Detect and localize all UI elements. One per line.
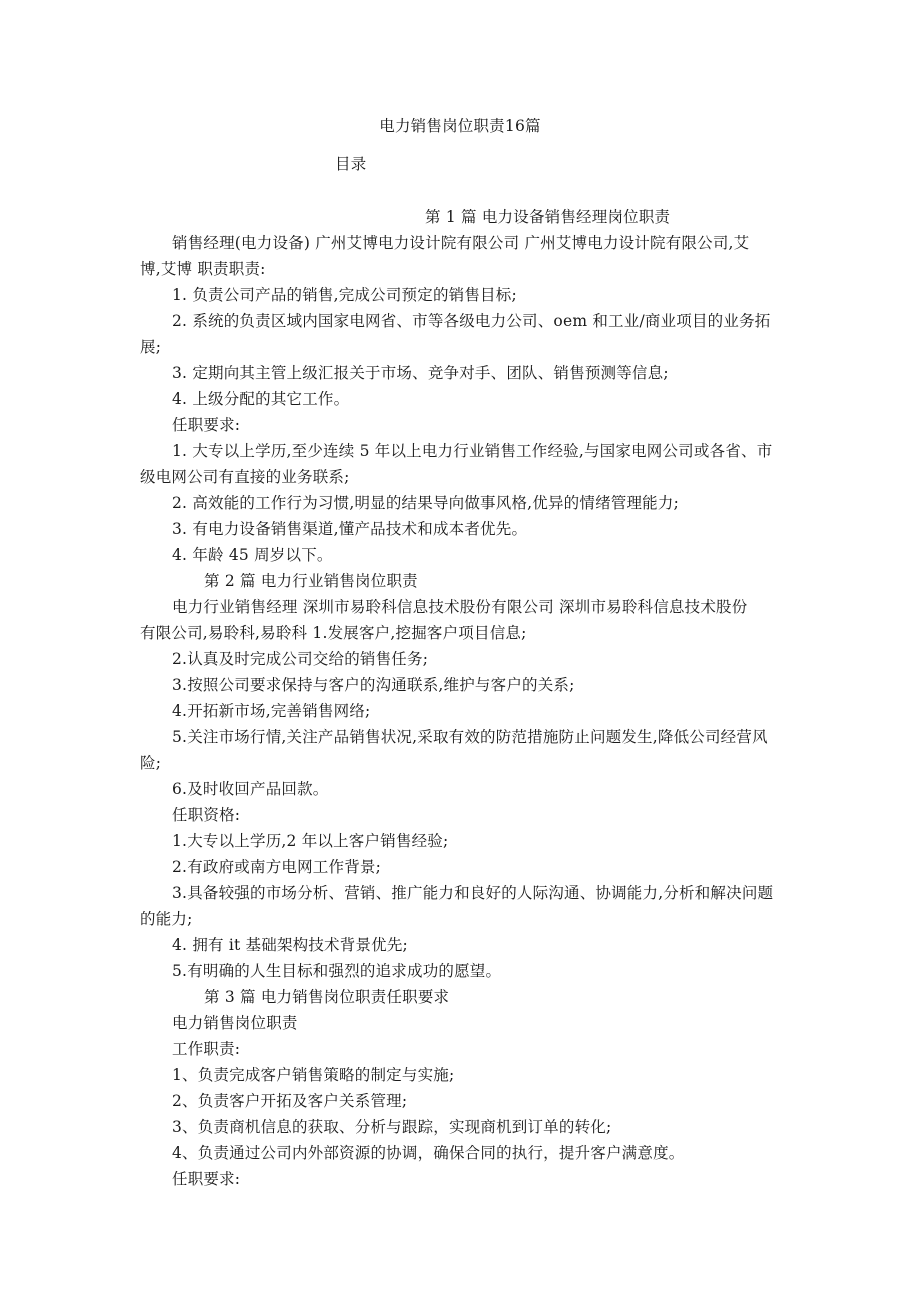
section-1-heading: 第 1 篇 电力设备销售经理岗位职责 bbox=[425, 208, 671, 226]
section-subtitle: 电力销售岗位职责 bbox=[172, 1014, 298, 1032]
list-item: 2. 系统的负责区域内国家电网省、市等各级电力公司、oem 和工业/商业项目的业务拓 bbox=[172, 312, 771, 330]
list-item: 3.按照公司要求保持与客户的沟通联系,维护与客户的关系; bbox=[172, 676, 575, 694]
list-item: 2、负责客户开拓及客户关系管理; bbox=[172, 1092, 408, 1110]
list-item: 6.及时收回产品回款。 bbox=[172, 780, 329, 798]
section-2-heading: 第 2 篇 电力行业销售岗位职责 bbox=[204, 572, 418, 590]
duties-label: 工作职责: bbox=[172, 1040, 241, 1058]
list-item: 的能力; bbox=[140, 910, 193, 928]
list-item: 展; bbox=[140, 338, 162, 356]
list-item: 2. 高效能的工作行为习惯,明显的结果导向做事风格,优异的情绪管理能力; bbox=[172, 494, 679, 512]
paragraph-line: 电力行业销售经理 深圳市易聆科信息技术股份有限公司 深圳市易聆科信息技术股份 bbox=[172, 598, 748, 616]
list-item: 1、负责完成客户销售策略的制定与实施; bbox=[172, 1066, 455, 1084]
paragraph-line: 有限公司,易聆科,易聆科 1.发展客户,挖掘客户项目信息; bbox=[140, 624, 527, 642]
list-item: 5.有明确的人生目标和强烈的追求成功的愿望。 bbox=[172, 962, 502, 980]
list-item: 5.关注市场行情,关注产品销售状况,采取有效的防范措施防止问题发生,降低公司经营风 bbox=[172, 728, 768, 746]
requirements-label: 任职要求: bbox=[172, 416, 241, 434]
list-item: 4、负责通过公司内外部资源的协调，确保合同的执行，提升客户满意度。 bbox=[172, 1144, 685, 1162]
list-item: 2.认真及时完成公司交给的销售任务; bbox=[172, 650, 429, 668]
list-item: 3. 定期向其主管上级汇报关于市场、竞争对手、团队、销售预测等信息; bbox=[172, 364, 669, 382]
paragraph-line: 博,艾博 职责职责: bbox=[140, 260, 266, 278]
list-item: 3.具备较强的市场分析、营销、推广能力和良好的人际沟通、协调能力,分析和解决问题 bbox=[172, 884, 774, 902]
list-item: 险; bbox=[140, 754, 162, 772]
list-item: 1. 大专以上学历,至少连续 5 年以上电力行业销售工作经验,与国家电网公司或各省、市 bbox=[172, 442, 773, 460]
list-item: 级电网公司有直接的业务联系; bbox=[140, 468, 350, 486]
list-item: 4. 年龄 45 周岁以下。 bbox=[172, 546, 333, 564]
toc-label: 目录 bbox=[335, 155, 367, 173]
list-item: 4. 拥有 it 基础架构技术背景优先; bbox=[172, 936, 408, 954]
list-item: 4.开拓新市场,完善销售网络; bbox=[172, 702, 371, 720]
paragraph-line: 销售经理(电力设备) 广州艾博电力设计院有限公司 广州艾博电力设计院有限公司,艾 bbox=[172, 234, 750, 252]
list-item: 2.有政府或南方电网工作背景; bbox=[172, 858, 382, 876]
requirements-label: 任职资格: bbox=[172, 806, 241, 824]
list-item: 3. 有电力设备销售渠道,懂产品技术和成本者优先。 bbox=[172, 520, 528, 538]
list-item: 3、负责商机信息的获取、分析与跟踪，实现商机到订单的转化; bbox=[172, 1118, 612, 1136]
section-3-heading: 第 3 篇 电力销售岗位职责任职要求 bbox=[204, 988, 450, 1006]
list-item: 4. 上级分配的其它工作。 bbox=[172, 390, 350, 408]
list-item: 1. 负责公司产品的销售,完成公司预定的销售目标; bbox=[172, 286, 517, 304]
requirements-label: 任职要求: bbox=[172, 1170, 241, 1188]
list-item: 1.大专以上学历,2 年以上客户销售经验; bbox=[172, 832, 449, 850]
document-title: 电力销售岗位职责16篇 bbox=[379, 117, 541, 135]
